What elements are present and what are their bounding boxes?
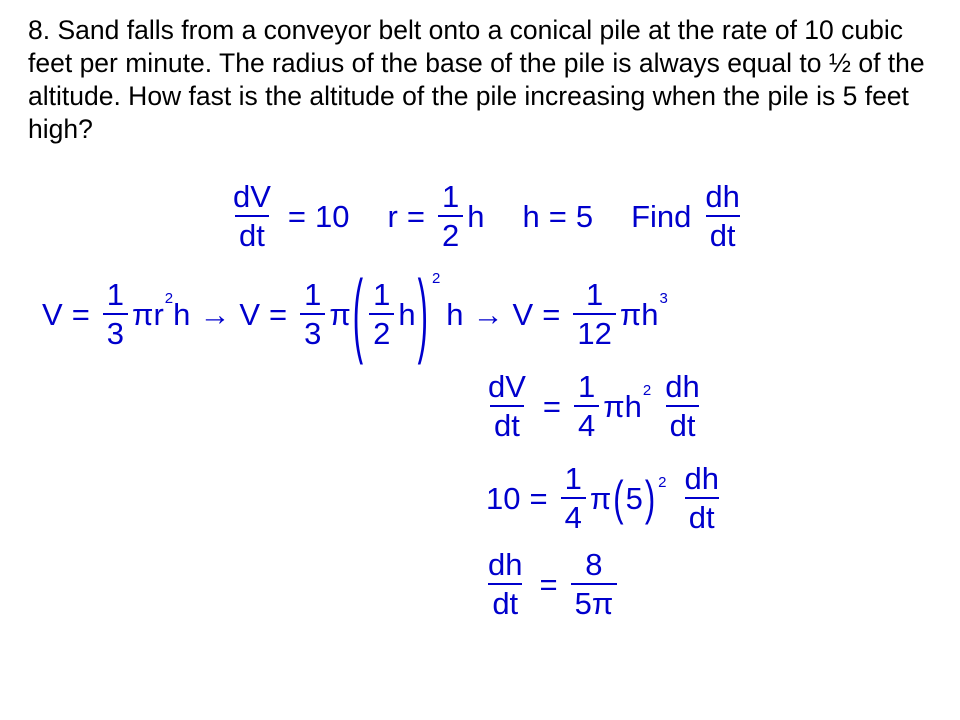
denominator: dt — [685, 497, 719, 535]
height-symbol: h — [467, 198, 485, 234]
numerator: dh — [705, 179, 740, 214]
equals-sign: = — [269, 296, 288, 332]
denominator: dt — [488, 583, 522, 621]
numerator: dV — [488, 369, 526, 404]
arrow: → — [472, 296, 504, 332]
exponent: 3 — [659, 290, 668, 307]
denominator: dt — [235, 215, 269, 253]
dh-dt-fraction — [680, 462, 722, 535]
numerator: 1 — [304, 277, 322, 312]
height-symbol: h — [398, 296, 416, 332]
right-paren: ) — [417, 260, 428, 366]
equals-sign: = — [406, 198, 425, 234]
equals-sign: = — [542, 296, 561, 332]
rate-value: 10 — [315, 198, 350, 234]
equals-sign: = — [539, 566, 558, 602]
arrow: → — [199, 296, 231, 332]
quarter-fraction — [561, 462, 586, 535]
numerator: 1 — [564, 461, 582, 496]
denominator: 3 — [300, 313, 325, 351]
equals-sign: = — [548, 198, 567, 234]
exponent: 2 — [164, 290, 174, 307]
dh-dt-fraction — [484, 548, 526, 621]
exponent: 2 — [431, 270, 441, 287]
problem-statement: 8. Sand falls from a conveyor belt onto a conical pile at the rate of 10 cubic feet per minute. The radius of the base of the pile is always equal to ½ of the altitude. How fast is the altitude of the pile increasing when the pile is 5 feet high? — [28, 15, 925, 144]
equals-sign: = — [542, 388, 562, 424]
answer-fraction — [571, 548, 618, 621]
denominator: 4 — [561, 497, 586, 535]
pi-symbol: π — [329, 296, 351, 332]
height-symbol: h — [624, 388, 642, 424]
numerator: dh — [684, 461, 719, 496]
numerator: 1 — [373, 277, 391, 312]
denominator: 12 — [573, 313, 615, 351]
radius-symbol: r — [387, 198, 398, 234]
denominator: 4 — [574, 405, 599, 443]
numerator: dh — [488, 547, 523, 582]
denominator: 3 — [103, 313, 128, 351]
equals-sign: = — [529, 480, 548, 516]
rate-value: 10 — [486, 480, 521, 516]
denominator: 2 — [438, 215, 463, 253]
height-symbol: h — [522, 198, 540, 234]
height-value: 5 — [625, 480, 643, 516]
half-fraction — [438, 180, 463, 253]
numerator: 1 — [106, 277, 125, 312]
denominator: dt — [490, 405, 524, 443]
numerator: dV — [233, 179, 271, 214]
height-symbol: h — [446, 296, 464, 332]
numerator: 1 — [441, 179, 460, 214]
denominator: dt — [706, 215, 740, 253]
third-fraction — [300, 278, 325, 351]
height-symbol: h — [173, 296, 191, 332]
third-fraction — [103, 278, 128, 351]
pi-symbol: π — [132, 296, 154, 332]
radius-symbol: r — [153, 296, 164, 332]
substitution-equation — [486, 462, 727, 535]
exponent: 2 — [642, 382, 652, 399]
numerator: dh — [665, 369, 700, 404]
height-symbol: h — [641, 296, 659, 332]
left-paren: ( — [352, 260, 364, 366]
equals-sign: = — [287, 198, 307, 234]
volume-symbol: V — [42, 296, 63, 332]
dv-dt-fraction — [229, 180, 275, 253]
height-value: 5 — [575, 198, 594, 234]
twelfth-fraction — [573, 278, 615, 351]
pi-symbol: π — [603, 388, 625, 424]
denominator: 5π — [571, 583, 618, 621]
dh-dt-fraction — [701, 180, 743, 253]
quarter-fraction — [574, 370, 599, 443]
equals-sign: = — [71, 296, 90, 332]
givens-equation — [225, 180, 748, 253]
volume-equation — [42, 260, 668, 366]
denominator: 2 — [369, 313, 394, 351]
dh-dt-fraction — [661, 370, 703, 443]
pi-symbol: π — [589, 480, 612, 516]
numerator: 1 — [578, 369, 596, 404]
find-label: Find — [631, 198, 692, 234]
right-paren: ) — [644, 470, 656, 525]
exponent: 2 — [658, 474, 667, 491]
numerator: 1 — [585, 277, 604, 312]
half-fraction — [369, 278, 394, 351]
volume-symbol: V — [512, 296, 534, 332]
pi-symbol: π — [619, 296, 642, 332]
derivative-equation — [480, 370, 708, 443]
left-paren: ( — [613, 470, 624, 525]
numerator: 8 — [585, 547, 603, 582]
answer-equation — [480, 548, 621, 621]
denominator: dt — [666, 405, 700, 443]
volume-symbol: V — [239, 296, 261, 332]
dv-dt-fraction — [484, 370, 530, 443]
